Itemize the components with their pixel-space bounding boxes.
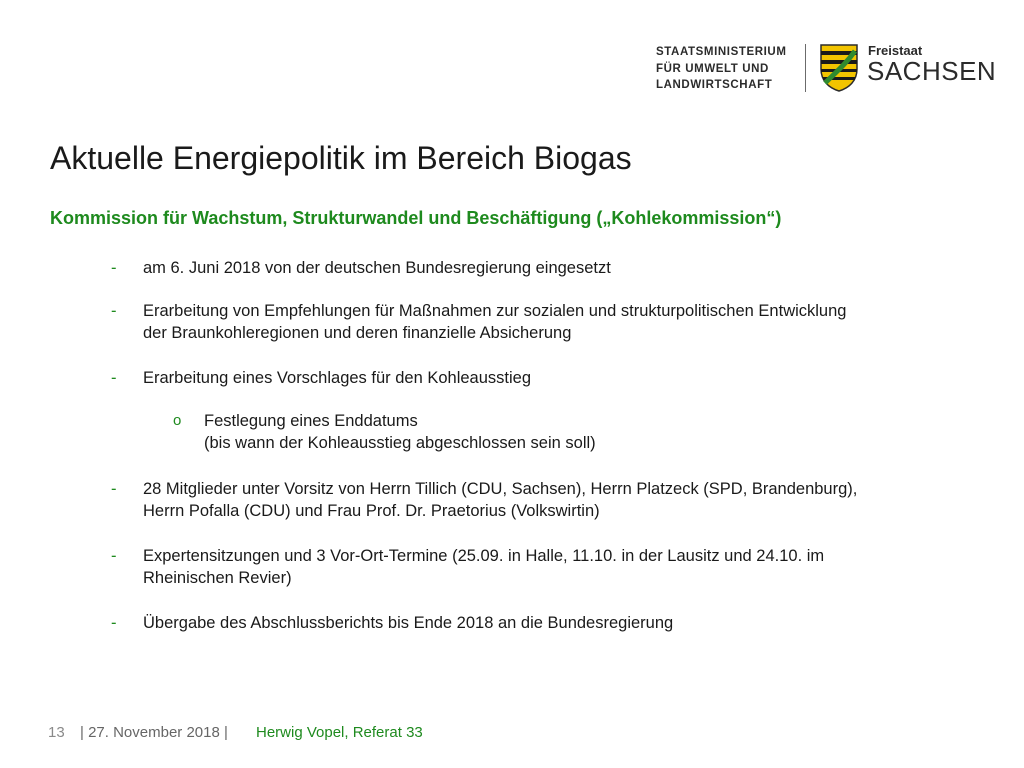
ministry-line-2: FÜR UMWELT UND	[656, 62, 769, 75]
bullet-5-line-1: Expertensitzungen und 3 Vor-Ort-Termine (25.09. in Halle, 11.10. in der Lausitz und 24.10. im	[143, 547, 825, 565]
bullet-6-line-1: Übergabe des Abschlussberichts bis Ende 2018 an die Bundesregierung	[143, 614, 674, 632]
bullet-3-line-1: Erarbeitung eines Vorschlages für den Kohleausstieg	[143, 369, 531, 387]
bullet-5-line-2: Rheinischen Revier)	[143, 569, 292, 587]
sub-bullet-marker: o	[173, 412, 182, 429]
page-title: Aktuelle Energiepolitik im Bereich Biogas	[50, 140, 632, 176]
bullet-2-line-1: Erarbeitung von Empfehlungen für Maßnahmen zur sozialen und strukturpolitischen Entwicklung	[143, 302, 847, 320]
state-label-large: SACHSEN	[867, 56, 997, 86]
sub-bullet-line-2: (bis wann der Kohleausstieg abgeschlossen sein soll)	[204, 434, 596, 452]
ministry-line-1: STAATSMINISTERIUM	[656, 46, 787, 58]
bullet-marker: -	[111, 547, 117, 565]
bullet-marker: -	[111, 480, 117, 498]
bullet-marker: -	[111, 302, 117, 320]
footer-author: Herwig Vopel, Referat 33	[256, 724, 423, 741]
sub-bullet-line-1: Festlegung eines Enddatums	[204, 412, 418, 430]
bullet-marker: -	[111, 369, 117, 387]
footer-date: | 27. November 2018 |	[80, 724, 228, 741]
section-subtitle: Kommission für Wachstum, Strukturwandel und Beschäftigung („Kohlekommission“)	[50, 208, 782, 228]
ministry-line-3: LANDWIRTSCHAFT	[656, 79, 773, 91]
bullet-marker: -	[111, 614, 117, 632]
bullet-2-line-2: der Braunkohleregionen und deren finanzielle Absicherung	[143, 324, 572, 342]
bullet-1-line-1: am 6. Juni 2018 von der deutschen Bundesregierung eingesetzt	[143, 259, 611, 277]
bullet-4-line-1: 28 Mitglieder unter Vorsitz von Herrn Tillich (CDU, Sachsen), Herrn Platzeck (SPD, Brandenburg),	[143, 480, 858, 498]
bullet-marker: -	[111, 259, 117, 277]
bullet-4-line-2: Herrn Pofalla (CDU) und Frau Prof. Dr. Praetorius (Volkswirtin)	[143, 502, 600, 520]
page-number: 13	[48, 724, 65, 741]
state-label-small: Freistaat	[868, 43, 923, 58]
